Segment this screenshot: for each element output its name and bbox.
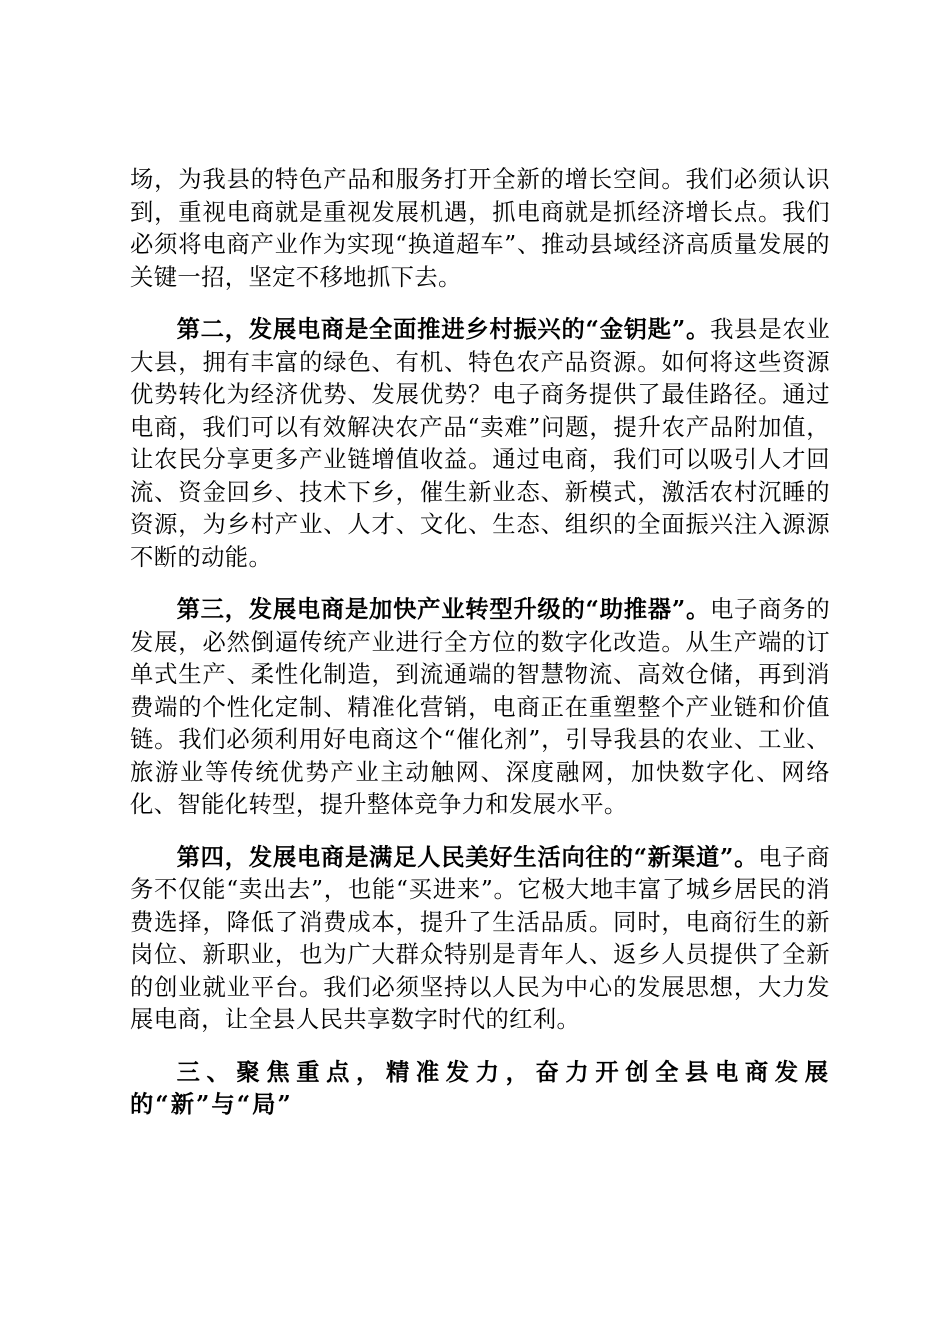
paragraph-body: 电子商务的发展，必然倒逼传统产业进行全方位的数字化改造。从生产端的订单式生产、柔性化制造，到流通端的智慧物流、高效仓储，再到消费端的个性化定制、精准化营销，电商正在重塑整个产业链和价值链。我们必须利用好电商这个“催化剂”，引导我县的农业、工业、旅游业等传统优势产业主动触网、深度融网，加快数字化、网络化、智能化转型，提升整体竞争力和发展水平。: [130, 596, 831, 818]
paragraph-continuation: 场，为我县的特色产品和服务打开全新的增长空间。我们必须认识到，重视电商就是重视发展机遇，抓电商就是抓经济增长点。我们必须将电商产业作为实现“换道超车”、推动县域经济高质量发展的关键一招，坚定不移地抓下去。: [130, 166, 830, 291]
document-page: [130, 164, 830, 1142]
paragraph-lead: 第二，发展电商是全面推进乡村振兴的“金钥匙”。: [176, 316, 711, 343]
section-heading: 三、聚焦重点，精准发力，奋力开创全县电商发展的“新”与“局”: [130, 1058, 830, 1118]
paragraph-body: 电子商务不仅能“卖出去”，也能“买进来”。它极大地丰富了城乡居民的消费选择，降低了消费成本，提升了生活品质。同时，电商衍生的新岗位、新职业，也为广大群众特别是青年人、返乡人员提供了全新的创业就业平台。我们必须坚持以人民为中心的发展思想，大力发展电商，让全县人民共享数字时代的红利。: [130, 843, 830, 1033]
paragraph-third-point: [130, 594, 830, 822]
paragraph-lead: 第三，发展电商是加快产业转型升级的“助推器”。: [176, 596, 711, 623]
paragraph-body: 我县是农业大县，拥有丰富的绿色、有机、特色农产品资源。如何将这些资源优势转化为经济优势、发展优势？电子商务提供了最佳路径。通过电商，我们可以有效解决农产品“卖难”问题，提升农产品附加值，让农民分享更多产业链增值收益。通过电商，我们可以吸引人才回流、资金回乡、技术下乡，催生新业态、新模式，激活农村沉睡的资源，为乡村产业、人才、文化、生态、组织的全面振兴注入源源不断的动能。: [130, 316, 831, 571]
paragraph-lead: 第四，发展电商是满足人民美好生活向往的“新渠道”。: [176, 843, 759, 871]
paragraph-fourth-point: [130, 842, 830, 1037]
paragraph-second-point: [130, 314, 830, 574]
